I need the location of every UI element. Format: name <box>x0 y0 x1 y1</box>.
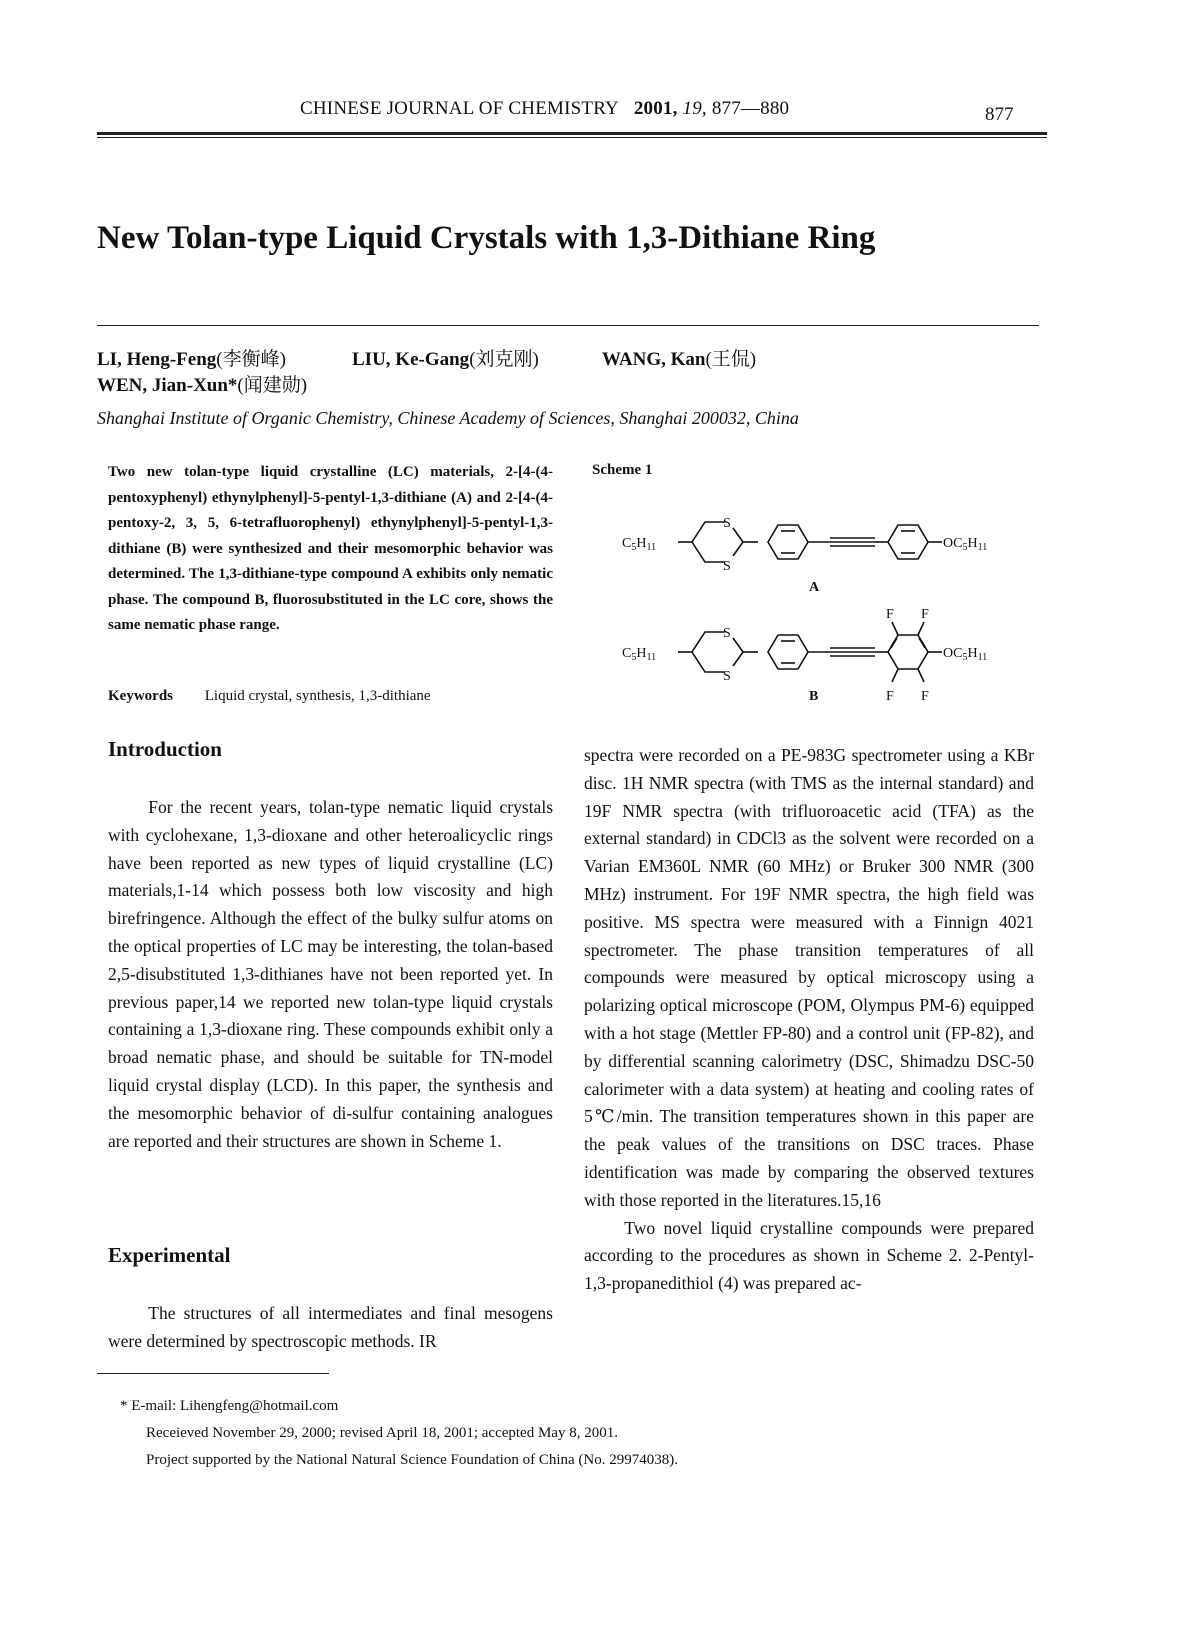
footnote-email: * E-mail: Lihengfeng@hotmail.com <box>120 1398 339 1414</box>
fluorine-1: F <box>886 607 894 622</box>
sulfur-b-top: S <box>723 626 731 641</box>
compound-a-label: A <box>809 580 820 595</box>
keywords-text: Liquid crystal, synthesis, 1,3-dithiane <box>204 688 431 704</box>
scheme-label: Scheme 1 <box>592 462 653 478</box>
keywords-label: Keywords <box>108 688 173 704</box>
running-header <box>300 98 789 120</box>
sulfur-a-top: S <box>723 516 731 531</box>
journal-volume: 19, <box>682 98 707 119</box>
header-rule-thin <box>97 137 1047 138</box>
right-paragraph-2: Two novel liquid crystalline compounds were prepared according to the procedures as shown in Scheme 2. 2-Pentyl-1,3-propanedithiol (4) was prepared ac- <box>584 1217 1034 1294</box>
footnote-rule <box>97 1373 329 1374</box>
alkyl-group-b: $C_5H_{11}$ <box>622 646 657 663</box>
fluorine-3: F <box>886 689 894 704</box>
author-4: WEN, Jian-Xun* <box>97 375 238 396</box>
introduction-paragraph: For the recent years, tolan-type nematic liquid crystals with cyclohexane, 1,3-dioxane and other heteroalicyclic rings have been reported as new types of liquid crystalline (LC) materials,1-14 which possess both low viscosity and high birefringence. Although the effect of the bulky sulfur atoms on the optical properties of LC may be interesting, the tolan-based 2,5-disubstituted 1,3-dithianes have not been reported yet. In previous paper,14 we reported new tolan-type liquid crystals containing a 1,3-dioxane ring. These compounds exhibit only a broad nematic phase, and should be suitable for TN-model liquid crystal display (LCD). In this paper, the synthesis and the mesomorphic behavior of di-sulfur containing analogues are reported and their structures are shown in Scheme 1. <box>108 797 553 1151</box>
sulfur-b-bottom: S <box>723 669 731 684</box>
author-2-chinese: (刘克刚) <box>469 349 539 370</box>
fluorine-4: F <box>921 689 929 704</box>
sulfur-a-bottom: S <box>723 559 731 574</box>
author-4-chinese: (闻建勋) <box>237 375 308 396</box>
experimental-heading: Experimental <box>108 1243 231 1267</box>
right-paragraph-1: spectra were recorded on a PE-983G spectrometer using a KBr disc. 1H NMR spectra (with TMS as the internal standard) and 19F NMR spectra (with trifluoroacetic acid (TFA) as the external standard) in CDCl3 as the solvent were recorded on a Varian EM360L NMR (60 MHz) or Bruker 300 NMR (300 MHz) instrument. For 19F NMR spectra, the high field was positive. MS spectra were measured with a Finnign 4021 spectrometer. The phase transition temperatures of all compounds were measured by optical microscopy using a polarizing optical microscope (POM, Olympus PM-6) equipped with a hot stage (Mettler FP-80) and a control unit (FP-82), and by differential scanning calorimetry (DSC, Shimadzu DSC-50 calorimeter with a data system) at heating and cooling rates of 5℃/min. The transition temperatures shown in this paper are the peak values of the transitions on DSC traces. Phase identification was made by comparing the observed textures with those reported in the literatures.15,16 <box>584 745 1034 1210</box>
scheme-1-structures <box>600 490 1050 710</box>
paper-title: New Tolan-type Liquid Crystals with 1,3-Dithiane Ring <box>97 220 876 256</box>
affiliation: Shanghai Institute of Organic Chemistry, Chinese Academy of Sciences, Shanghai 200032, China <box>97 408 799 428</box>
right-column-body <box>584 742 1034 1298</box>
abstract: Two new tolan-type liquid crystalline (LC) materials, 2-[4-(4-pentoxyphenyl) ethynylphenyl]-5-pentyl-1,3-dithiane (A) and 2-[4-(4-pentoxy-2, 3, 5, 6-tetrafluorophenyl) ethynylphenyl]-5-pentyl-1,3-dithiane (B) were synthesized and their mesomorphic behavior was determined. The 1,3-dithiane-type compound A exhibits only nematic phase. The compound B, fluorosubstituted in the LC core, shows the same nematic phase range. <box>108 464 553 633</box>
footnote-dates: Receieved November 29, 2000; revised April 18, 2001; accepted May 8, 2001. <box>146 1425 618 1441</box>
experimental-paragraph: The structures of all intermediates and final mesogens were determined by spectroscopic methods. IR <box>108 1303 553 1351</box>
compound-b-label: B <box>809 689 819 704</box>
structure-b <box>678 622 942 682</box>
alkoxy-group-a: $OC_5H_{11}$ <box>943 536 988 553</box>
keywords <box>108 688 431 705</box>
author-3: WANG, Kan <box>602 349 706 370</box>
author-1: LI, Heng-Feng <box>97 349 217 370</box>
footnote-project: Project supported by the National Natural Science Foundation of China (No. 29974038). <box>146 1452 678 1468</box>
author-list <box>97 347 756 399</box>
introduction-heading: Introduction <box>108 737 222 761</box>
journal-name: CHINESE JOURNAL OF CHEMISTRY <box>300 98 619 119</box>
page-number: 877 <box>985 104 1014 125</box>
author-2: LIU, Ke-Gang <box>352 349 470 370</box>
author-1-chinese: (李衡峰) <box>216 349 286 370</box>
alkoxy-group-b: $OC_5H_{11}$ <box>943 646 988 663</box>
journal-pages: 877—880 <box>711 98 790 119</box>
experimental-body <box>108 1300 553 1356</box>
structure-a <box>678 522 942 562</box>
header-rule <box>97 132 1047 135</box>
fluorine-2: F <box>921 607 929 622</box>
author-3-chinese: (王侃) <box>705 349 757 370</box>
alkyl-group-a: $C_5H_{11}$ <box>622 536 657 553</box>
title-rule <box>97 325 1039 326</box>
introduction-body <box>108 794 553 1155</box>
journal-year: 2001, <box>633 98 678 119</box>
